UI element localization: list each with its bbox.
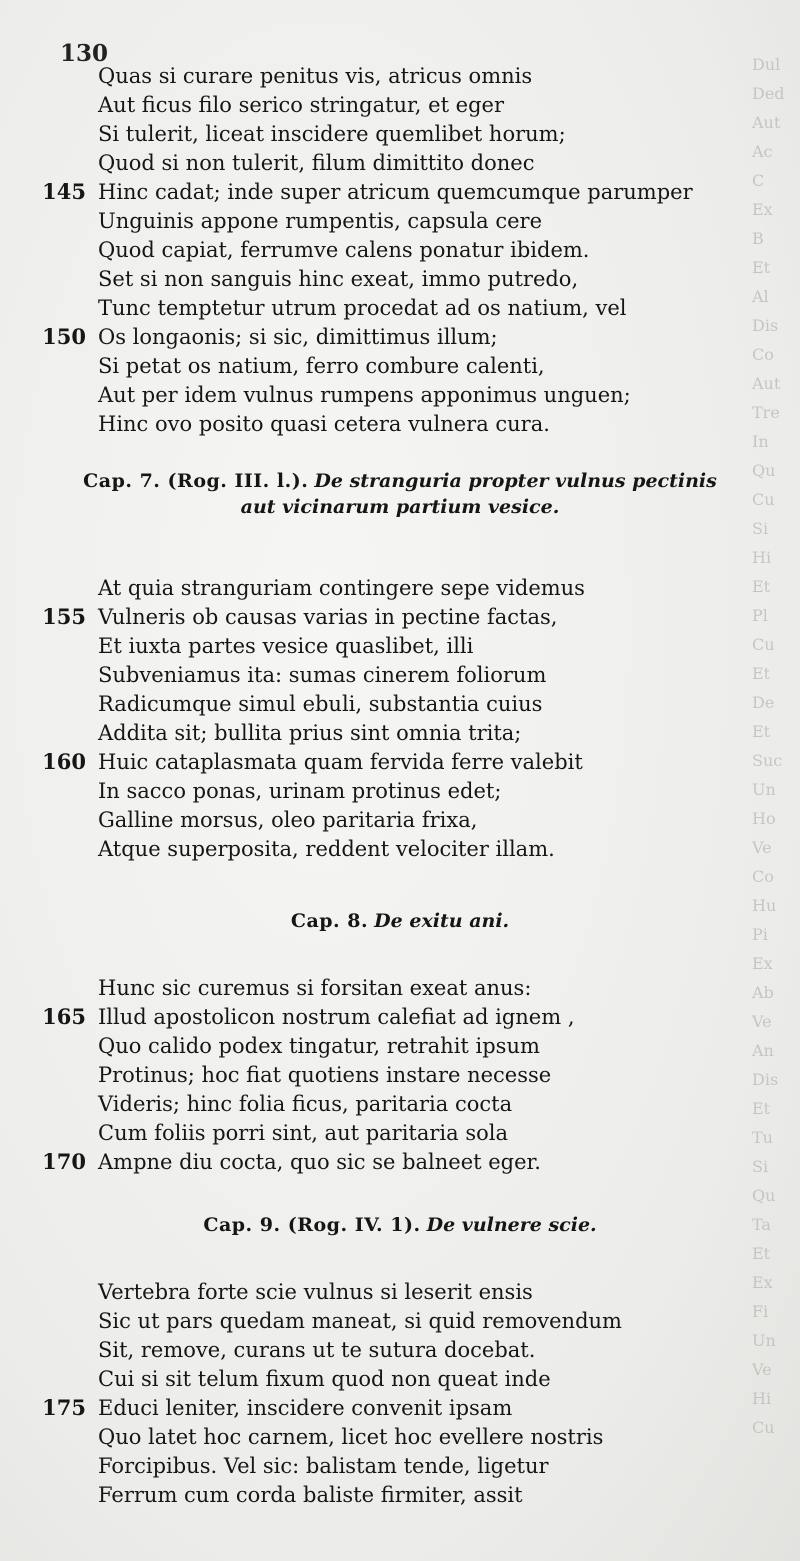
verse-text: Quod capiat, ferrumve calens ponatur ibidem. [98,238,590,262]
page-number: 130 [60,40,109,67]
verse-text: Vertebra forte scie vulnus si leserit ensis [98,1280,533,1304]
line-number: 175 [42,1395,86,1420]
verse-text: Set si non sanguis hinc exeat, immo putredo, [98,267,579,291]
line-number: 170 [42,1149,86,1174]
verse-text: Atque superposita, reddent velociter illam. [98,837,555,861]
chapter-title-continuation: aut vicinarum partium vesice. [240,496,560,518]
line-number: 165 [42,1004,86,1029]
chapter-title: De vulnere scie. [426,1214,597,1236]
verse-text: Os longaonis; si sic, dimittimus illum; [98,325,498,349]
verse-text: Quas si curare penitus vis, atricus omnis [98,64,533,88]
verse-text: Vulneris ob causas varias in pectine factas, [98,605,558,629]
verse-text: Radicumque simul ebuli, substantia cuius [98,692,543,716]
line-number: 155 [42,604,86,629]
verse-text: Aut ficus filo serico stringatur, et eger [98,93,505,117]
verse-text: Educi leniter, inscidere convenit ipsam [98,1396,513,1420]
verse-text: Hinc ovo posito quasi cetera vulnera cura. [98,412,550,436]
line-number: 150 [42,324,86,349]
chapter-number: Cap. 8. [290,910,369,932]
verse-text: Galline morsus, oleo paritaria frixa, [98,808,478,832]
verse-text: Ferrum cum corda baliste firmiter, assit [98,1483,523,1507]
verse-text: Et iuxta partes vesice quaslibet, illi [98,634,474,658]
verse-text: Tunc temptetur utrum procedat ad os natium, vel [98,296,627,320]
line-number: 145 [42,179,86,204]
verse-text: Sit, remove, curans ut te sutura docebat. [98,1338,536,1362]
chapter-title: De exitu ani. [374,910,510,932]
verse-text: Huic cataplasmata quam fervida ferre valebit [98,750,583,774]
line-number: 160 [42,749,86,774]
verse-text: Cum foliis porri sint, aut paritaria sola [98,1121,509,1145]
verse-text: Ampne diu cocta, quo sic se balneet eger. [98,1150,541,1174]
chapter-number: Cap. 7. (Rog. III. l.). [83,470,309,492]
verse-text: Quo calido podex tingatur, retrahit ipsum [98,1034,540,1058]
verse-text: Aut per idem vulnus rumpens apponimus unguen; [98,383,631,407]
chapter-heading [0,1212,800,1238]
verse-text: Hinc cadat; inde super atricum quemcumque parumper [98,180,693,204]
verse-text: Unguinis appone rumpentis, capsula cere [98,209,543,233]
verse-text: Si tulerit, liceat inscidere quemlibet horum; [98,122,566,146]
verse-text: Videris; hinc folia ficus, paritaria cocta [98,1092,513,1116]
verse-text: Si petat os natium, ferro combure calenti, [98,354,545,378]
chapter-heading [0,908,800,934]
verse-text: At quia stranguriam contingere sepe videmus [98,576,585,600]
bleed-through-text: Dul Ded Aut Ac C Ex B Et Al Dis Co Aut Tre In Qu Cu Si Hi Et Pl Cu Et De Et Suc Un Ho Ve Co Hu Pi Ex Ab Ve An Dis Et Tu Si Qu Ta Et Ex Fi Un Ve Hi Cu [752,55,785,1437]
verse-text: Protinus; hoc fiat quotiens instare necesse [98,1063,552,1087]
verse-text: Hunc sic curemus si forsitan exeat anus: [98,976,532,1000]
verse-text: Subveniamus ita: sumas cinerem foliorum [98,663,547,687]
chapter-heading [0,468,800,494]
verse-text: Addita sit; bullita prius sint omnia trita; [98,721,522,745]
verse-text: Quo latet hoc carnem, licet hoc evellere nostris [98,1425,604,1449]
verse-text: Sic ut pars quedam maneat, si quid removendum [98,1309,622,1333]
chapter-number: Cap. 9. (Rog. IV. 1). [203,1214,421,1236]
verse-text: Quod si non tulerit, filum dimittito donec [98,151,535,175]
verse-text: Cui si sit telum fixum quod non queat inde [98,1367,551,1391]
verse-text: Illud apostolicon nostrum calefiat ad ignem , [98,1005,575,1029]
chapter-title: De stranguria propter vulnus pectinis [314,470,717,492]
verse-text: In sacco ponas, urinam protinus edet; [98,779,502,803]
verse-text: Forcipibus. Vel sic: balistam tende, ligetur [98,1454,549,1478]
